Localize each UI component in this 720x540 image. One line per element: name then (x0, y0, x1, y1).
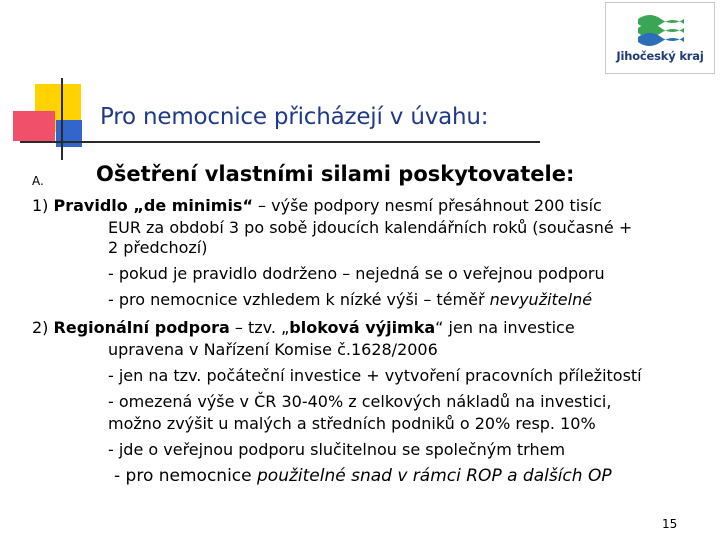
item2-bold1: Regionální podpora (53, 318, 230, 337)
item2-bullet2: - omezená výše v ČR 30-40% z celkových nákladů na investici, (108, 392, 612, 411)
item1-line2: EUR za období 3 po sobě jdoucích kalendářních roků (současné + (108, 218, 633, 237)
item1-bullet2-plain: - pro nemocnice vzhledem k nízké výši – téměř (108, 290, 490, 309)
item2-number: 2) (32, 318, 49, 337)
item1-bullet1: - pokud je pravidlo dodrženo – nejedná se o veřejnou podporu (108, 264, 605, 283)
decor-vertical-line (61, 78, 63, 160)
section-label: A. (32, 174, 44, 188)
logo-text: Jihočeský kraj (616, 49, 704, 63)
item1-line1 (32, 196, 602, 215)
logo-jihocesky-kraj (605, 2, 715, 74)
item2-bullet2-cont: možno zvýšit u malých a středních podniků o 20% resp. 10% (108, 414, 596, 433)
section-heading: Ošetření vlastními silami poskytovatele: (96, 162, 575, 186)
item2-line1 (32, 318, 575, 337)
item2-bullet1: - jen na tzv. počáteční investice + vytvoření pracovních příležitostí (108, 366, 642, 385)
item2-bullet4-italic: použitelné snad v rámci ROP a dalších OP (257, 466, 612, 486)
item1-rest: – výše podpory nesmí přesáhnout 200 tisíc (252, 196, 602, 215)
item2-line2: upravena v Nařízení Komise č.1628/2006 (108, 340, 438, 359)
page-number: 15 (662, 517, 678, 531)
item1-bold: Pravidlo „de minimis“ (53, 196, 253, 215)
item1-line3: 2 předchozí) (108, 238, 208, 257)
slide-title: Pro nemocnice přicházejí v úvahu: (100, 104, 489, 130)
item1-number: 1) (32, 196, 49, 215)
item2-rest: “ jen na investice (435, 318, 575, 337)
decor-red-square (13, 111, 55, 141)
item2-mid: – tzv. „ (229, 318, 290, 337)
item2-bold2: bloková výjimka (289, 318, 436, 337)
logo-waves-icon (636, 11, 686, 47)
item1-bullet2-italic: nevyužitelné (489, 290, 593, 309)
item2-bullet4 (114, 466, 612, 486)
item1-bullet2 (108, 290, 592, 309)
item2-bullet3: - jde o veřejnou podporu slučitelnou se společným trhem (108, 440, 566, 459)
item2-bullet4-plain: - pro nemocnice (114, 466, 257, 486)
decor-horizontal-line (20, 141, 540, 143)
